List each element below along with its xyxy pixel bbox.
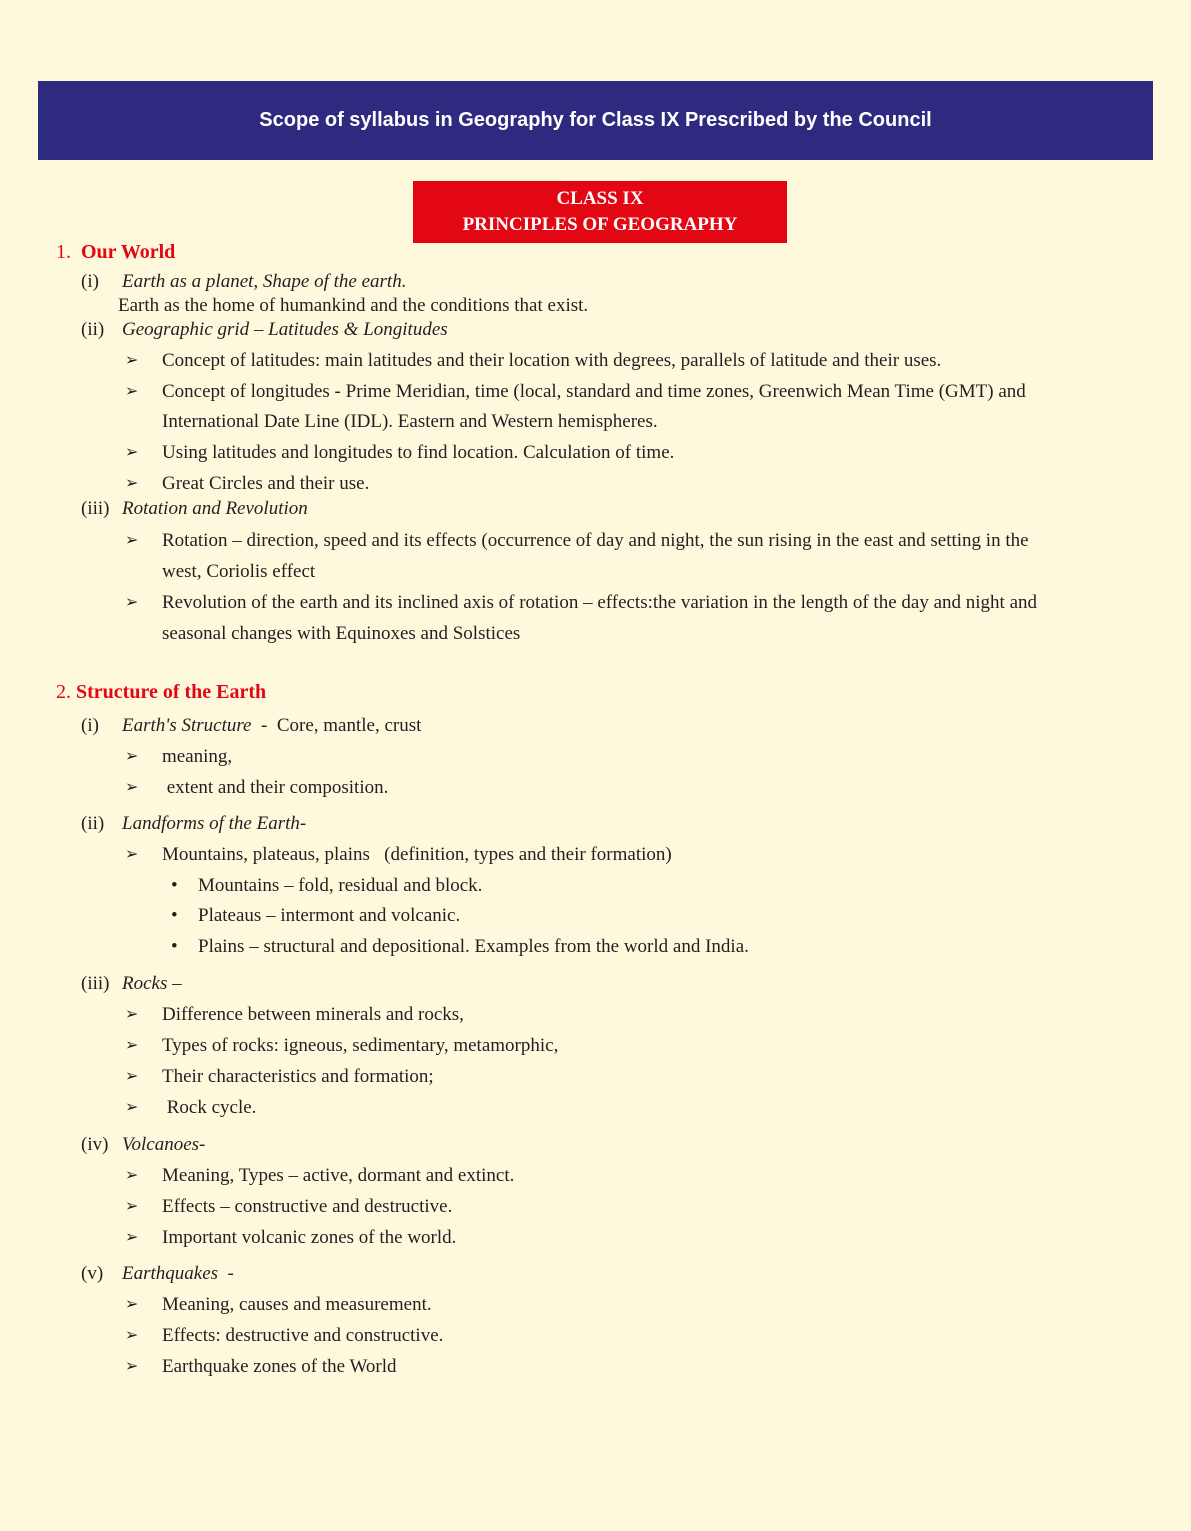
- topic-heading-text: Rotation and Revolution: [122, 498, 308, 519]
- topic-heading: [122, 497, 308, 521]
- arrow-bullet-icon: ➢: [125, 594, 139, 611]
- list-item-continued: seasonal changes with Equinoxes and Solstices: [162, 623, 521, 644]
- arrow-bullet-icon: ➢: [125, 1099, 139, 1116]
- banner-title: Scope of syllabus in Geography for Class IX Prescribed by the Council: [259, 109, 932, 131]
- topic-heading: [122, 972, 182, 996]
- section-heading-our-world: [56, 240, 175, 264]
- class-title-line1: CLASS IX: [556, 188, 644, 209]
- topic-heading-text: Rocks –: [122, 973, 182, 994]
- arrow-bullet-icon: ➢: [125, 1198, 139, 1215]
- topic-heading-text: Geographic grid – Latitudes & Longitudes: [122, 319, 448, 340]
- list-item: Mountains, plateaus, plains (definition, types and their formation): [162, 844, 672, 865]
- topic-heading-text: Earth's Structure: [122, 715, 252, 736]
- topic-text: Earth as the home of humankind and the conditions that exist.: [118, 295, 589, 316]
- list-item: Effects – constructive and destructive.: [162, 1196, 453, 1217]
- roman-label: (v): [81, 1263, 104, 1284]
- arrow-bullet-icon: ➢: [125, 748, 139, 765]
- topic-heading-text: Earth as a planet, Shape of the earth.: [122, 271, 407, 292]
- roman-label: (ii): [81, 319, 105, 340]
- list-item: Effects: destructive and constructive.: [162, 1325, 444, 1346]
- sub-list-item: Plateaus – intermont and volcanic.: [198, 905, 461, 926]
- arrow-bullet-icon: ➢: [125, 532, 139, 549]
- arrow-bullet-icon: ➢: [125, 1068, 139, 1085]
- roman-label: (iii): [81, 498, 110, 519]
- sub-list-item: Mountains – fold, residual and block.: [198, 875, 483, 896]
- roman-label: (iii): [81, 973, 110, 994]
- arrow-bullet-icon: ➢: [125, 779, 139, 796]
- topic-heading: [122, 318, 448, 342]
- dot-bullet-icon: •: [171, 875, 178, 896]
- list-item: Revolution of the earth and its inclined axis of rotation – effects:the variation in the length of the day and night and: [162, 592, 1038, 613]
- list-item: Their characteristics and formation;: [162, 1066, 434, 1087]
- topic-heading: [122, 270, 406, 294]
- sub-list-item: Plains – structural and depositional. Examples from the world and India.: [198, 936, 749, 957]
- list-item: Using latitudes and longitudes to find location. Calculation of time.: [162, 442, 675, 463]
- list-item: Great Circles and their use.: [162, 473, 370, 494]
- list-item: Concept of longitudes - Prime Meridian, time (local, standard and time zones, Greenwich Mean Time (GMT) and: [162, 381, 1026, 402]
- arrow-bullet-icon: ➢: [125, 383, 139, 400]
- topic-heading-suffix: -: [199, 1134, 206, 1155]
- list-item: Meaning, Types – active, dormant and extinct.: [162, 1165, 515, 1186]
- section-title: Structure of the Earth: [76, 681, 267, 703]
- list-item: Concept of latitudes: main latitudes and their location with degrees, parallels of latitude and their uses.: [162, 350, 942, 371]
- arrow-bullet-icon: ➢: [125, 444, 139, 461]
- topic-heading-suffix: - Core, mantle, crust: [251, 715, 422, 736]
- arrow-bullet-icon: ➢: [125, 1167, 139, 1184]
- section-heading-structure: [56, 680, 266, 704]
- list-item: extent and their composition.: [162, 777, 389, 798]
- list-item-continued: International Date Line (IDL). Eastern and Western hemispheres.: [162, 411, 658, 432]
- list-item: meaning,: [162, 746, 233, 767]
- dot-bullet-icon: •: [171, 936, 178, 957]
- topic-heading: [122, 714, 421, 738]
- arrow-bullet-icon: ➢: [125, 1358, 139, 1375]
- roman-label: (i): [81, 271, 99, 292]
- dot-bullet-icon: •: [171, 905, 178, 926]
- list-item: Rock cycle.: [162, 1097, 257, 1118]
- topic-heading-suffix: -: [218, 1263, 234, 1284]
- list-item: Types of rocks: igneous, sedimentary, metamorphic,: [162, 1035, 559, 1056]
- list-item-continued: west, Coriolis effect: [162, 561, 316, 582]
- roman-label: (i): [81, 715, 99, 736]
- arrow-bullet-icon: ➢: [125, 352, 139, 369]
- arrow-bullet-icon: ➢: [125, 1229, 139, 1246]
- roman-label: (ii): [81, 813, 105, 834]
- syllabus-banner: [38, 81, 1153, 160]
- topic-heading-text: Volcanoes: [122, 1134, 200, 1155]
- topic-heading-suffix: -: [299, 813, 307, 834]
- topic-heading: [122, 1262, 234, 1286]
- topic-heading: [122, 812, 306, 836]
- arrow-bullet-icon: ➢: [125, 1006, 139, 1023]
- roman-label: (iv): [81, 1134, 109, 1155]
- arrow-bullet-icon: ➢: [125, 1327, 139, 1344]
- topic-heading-text: Landforms of the Earth: [122, 813, 300, 834]
- section-title: Our World: [81, 241, 176, 263]
- topic-heading: [122, 1133, 205, 1157]
- topic-heading-text: Earthquakes: [122, 1263, 219, 1284]
- list-item: Difference between minerals and rocks,: [162, 1004, 464, 1025]
- list-item: Rotation – direction, speed and its effects (occurrence of day and night, the sun rising in the east and setting in the: [162, 530, 1029, 551]
- arrow-bullet-icon: ➢: [125, 475, 139, 492]
- list-item: Earthquake zones of the World: [162, 1356, 397, 1377]
- class-title-line2: PRINCIPLES OF GEOGRAPHY: [462, 214, 738, 235]
- arrow-bullet-icon: ➢: [125, 846, 139, 863]
- arrow-bullet-icon: ➢: [125, 1037, 139, 1054]
- class-title-box: [413, 181, 787, 243]
- section-number: 1.: [56, 241, 71, 263]
- arrow-bullet-icon: ➢: [125, 1296, 139, 1313]
- list-item: Meaning, causes and measurement.: [162, 1294, 432, 1315]
- list-item: Important volcanic zones of the world.: [162, 1227, 457, 1248]
- section-number: 2.: [56, 681, 71, 703]
